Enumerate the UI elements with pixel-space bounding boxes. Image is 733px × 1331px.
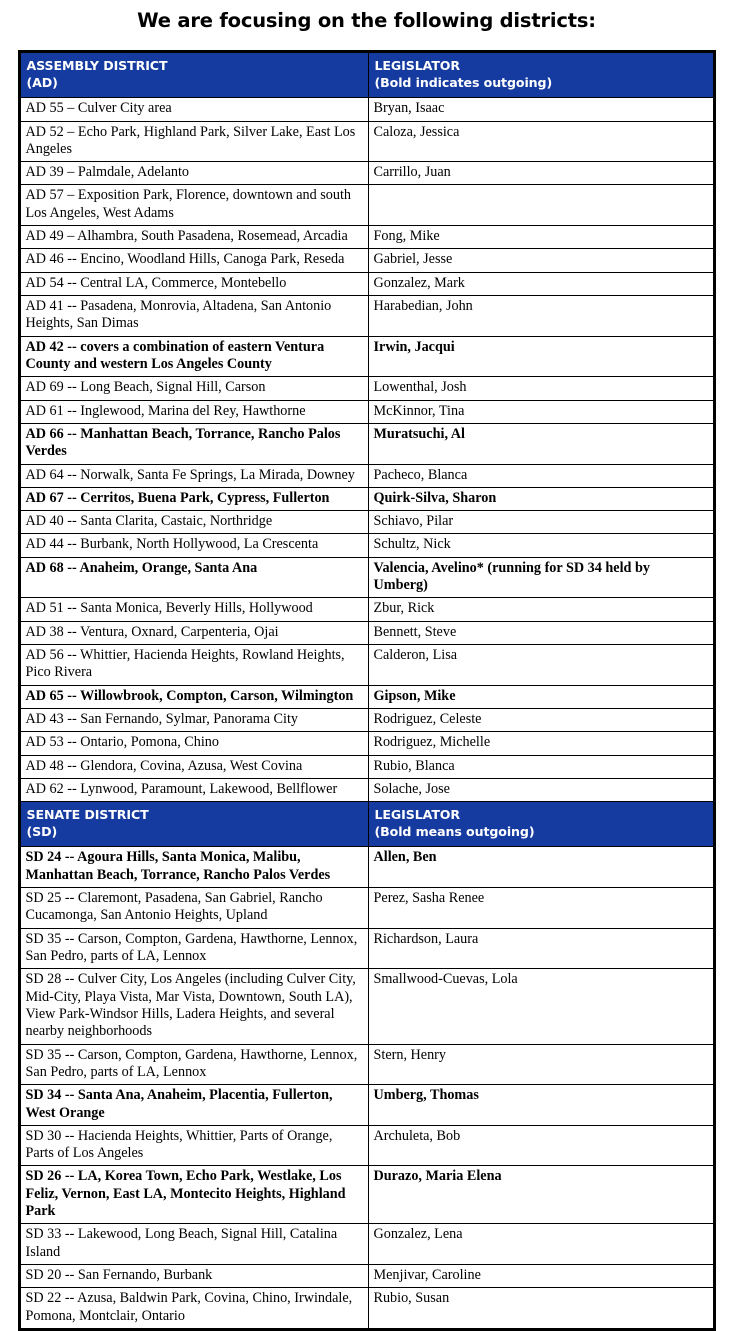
- table-row: [20, 400, 713, 423]
- cell-district: [20, 1044, 368, 1085]
- district-description: AD 48 -- Glendora, Covina, Azusa, West Covina: [25, 757, 303, 774]
- cell-district: [20, 557, 368, 598]
- district-description: AD 67 -- Cerritos, Buena Park, Cypress, Fullerton: [25, 489, 330, 506]
- legislator-name: McKinnor, Tina: [373, 402, 465, 419]
- page-title: We are focusing on the following districts:: [137, 9, 596, 32]
- cell-district: [20, 162, 368, 185]
- table-row: [20, 464, 713, 487]
- column-header-district: [20, 802, 368, 847]
- table-row: [20, 377, 713, 400]
- table-row: [20, 98, 713, 121]
- district-description: AD 49 – Alhambra, South Pasadena, Rosemead, Arcadia: [25, 228, 348, 245]
- cell-legislator: [368, 928, 713, 969]
- legislator-name: Gonzalez, Lena: [373, 1226, 463, 1243]
- legislator-name: Harabedian, John: [373, 298, 473, 315]
- cell-legislator: [368, 1085, 713, 1126]
- column-header-district-line1: SENATE DISTRICT: [26, 807, 149, 823]
- district-description: SD 33 -- Lakewood, Long Beach, Signal Hill, Catalina Island: [25, 1226, 338, 1260]
- legislator-name: Perez, Sasha Renee: [373, 890, 485, 907]
- cell-district: [20, 598, 368, 621]
- cell-legislator: [368, 377, 713, 400]
- cell-legislator: [368, 1288, 713, 1329]
- cell-legislator: [368, 464, 713, 487]
- table-row: [20, 621, 713, 644]
- cell-district: [20, 1224, 368, 1265]
- column-header-district: [20, 53, 368, 98]
- legislator-name: Bryan, Isaac: [373, 100, 445, 117]
- cell-legislator: [368, 708, 713, 731]
- district-description: AD 54 -- Central LA, Commerce, Montebello: [25, 274, 287, 291]
- legislator-name: Rodriguez, Celeste: [373, 710, 482, 727]
- column-header-legislator-line1: LEGISLATOR: [374, 58, 461, 73]
- cell-legislator: [368, 162, 713, 185]
- district-description: AD 40 -- Santa Clarita, Castaic, Northridge: [25, 513, 273, 530]
- district-description: AD 64 -- Norwalk, Santa Fe Springs, La Mirada, Downey: [25, 466, 355, 483]
- legislator-name: Rubio, Blanca: [373, 757, 455, 774]
- legislator-name: Solache, Jose: [373, 780, 450, 797]
- legislator-name: Pacheco, Blanca: [373, 466, 468, 483]
- cell-district: [20, 708, 368, 731]
- cell-legislator: [368, 557, 713, 598]
- table-row: [20, 969, 713, 1044]
- cell-legislator: [368, 400, 713, 423]
- district-description: AD 62 -- Lynwood, Paramount, Lakewood, Bellflower: [25, 780, 338, 797]
- cell-district: [20, 1288, 368, 1329]
- table-row: [20, 598, 713, 621]
- legislator-name: Fong, Mike: [373, 228, 440, 245]
- district-description: AD 51 -- Santa Monica, Beverly Hills, Hollywood: [25, 600, 313, 617]
- cell-district: [20, 685, 368, 708]
- cell-legislator: [368, 645, 713, 686]
- cell-district: [20, 487, 368, 510]
- cell-district: [20, 249, 368, 272]
- district-description: AD 41 -- Pasadena, Monrovia, Altadena, San Antonio Heights, San Dimas: [25, 298, 332, 332]
- cell-district: [20, 1085, 368, 1126]
- legislator-name: Quirk-Silva, Sharon: [373, 489, 497, 506]
- cell-district: [20, 511, 368, 534]
- table-row: [20, 755, 713, 778]
- cell-district: [20, 336, 368, 377]
- districts-table-body: [20, 53, 713, 1329]
- table-row: [20, 185, 713, 226]
- cell-legislator: [368, 888, 713, 929]
- district-description: SD 25 -- Claremont, Pasadena, San Gabriel, Rancho Cucamonga, San Antonio Heights, Upland: [25, 890, 323, 924]
- legislator-name: Menjivar, Caroline: [373, 1267, 481, 1283]
- table-row: [20, 557, 713, 598]
- table-row: [20, 487, 713, 510]
- district-description: SD 35 -- Carson, Compton, Gardena, Hawthorne, Lennox, San Pedro, parts of LA, Lennox: [25, 930, 358, 964]
- cell-district: [20, 1265, 368, 1288]
- cell-legislator: [368, 336, 713, 377]
- legislator-name: Schiavo, Pilar: [373, 513, 454, 530]
- legislator-name: Stern, Henry: [373, 1046, 446, 1063]
- legislator-name: Smallwood-Cuevas, Lola: [373, 971, 518, 988]
- cell-district: [20, 534, 368, 557]
- legislator-name: Carrillo, Juan: [373, 164, 451, 181]
- cell-legislator: [368, 272, 713, 295]
- cell-legislator: [368, 1265, 713, 1288]
- cell-district: [20, 98, 368, 121]
- cell-legislator: [368, 423, 713, 464]
- cell-legislator: [368, 121, 713, 162]
- table-row: [20, 226, 713, 249]
- table-row: [20, 1166, 713, 1224]
- legislator-name: Gonzalez, Mark: [373, 274, 465, 291]
- legislator-name: Valencia, Avelino* (running for SD 34 held by Umberg): [373, 559, 650, 594]
- district-description: AD 68 -- Anaheim, Orange, Santa Ana: [25, 559, 258, 576]
- table-row: [20, 272, 713, 295]
- district-description: AD 38 -- Ventura, Oxnard, Carpenteria, Ojai: [25, 623, 279, 640]
- district-description: SD 35 -- Carson, Compton, Gardena, Hawthorne, Lennox, San Pedro, parts of LA, Lennox: [25, 1046, 358, 1080]
- legislator-name: Gabriel, Jesse: [373, 251, 453, 268]
- cell-district: [20, 645, 368, 686]
- table-row: [20, 336, 713, 377]
- legislator-name: Gipson, Mike: [373, 687, 456, 704]
- table-row: [20, 1085, 713, 1126]
- cell-legislator: [368, 685, 713, 708]
- cell-legislator: [368, 296, 713, 337]
- column-header-legislator-note: (Bold means outgoing): [374, 823, 535, 839]
- cell-legislator: [368, 778, 713, 801]
- cell-legislator: [368, 1044, 713, 1085]
- cell-district: [20, 185, 368, 226]
- district-description: AD 39 – Palmdale, Adelanto: [25, 164, 190, 181]
- column-header-legislator-line1: LEGISLATOR: [374, 807, 461, 823]
- cell-district: [20, 464, 368, 487]
- cell-district: [20, 732, 368, 755]
- table-row: [20, 732, 713, 755]
- column-header-legislator-note: (Bold indicates outgoing): [374, 74, 553, 90]
- column-header-legislator: [368, 802, 713, 847]
- table-row: [20, 778, 713, 801]
- cell-district: [20, 755, 368, 778]
- districts-table-container: [18, 50, 716, 1331]
- district-description: AD 42 -- covers a combination of eastern Ventura County and western Los Angeles County: [25, 338, 325, 372]
- district-description: SD 24 -- Agoura Hills, Santa Monica, Malibu, Manhattan Beach, Torrance, Rancho Palos Verdes: [25, 849, 331, 883]
- legislator-name: Muratsuchi, Al: [373, 425, 465, 442]
- district-description: AD 61 -- Inglewood, Marina del Rey, Hawthorne: [25, 402, 306, 419]
- table-row: [20, 645, 713, 686]
- cell-district: [20, 847, 368, 888]
- cell-legislator: [368, 226, 713, 249]
- table-row: [20, 847, 713, 888]
- column-header-district-line2: (SD): [26, 823, 58, 839]
- cell-legislator: [368, 755, 713, 778]
- legislator-name: Allen, Ben: [373, 849, 437, 866]
- column-header-district-line1: ASSEMBLY DISTRICT: [26, 58, 168, 73]
- cell-legislator: [368, 1125, 713, 1166]
- cell-district: [20, 423, 368, 464]
- cell-district: [20, 296, 368, 337]
- legislator-name: Archuleta, Bob: [373, 1127, 461, 1144]
- section-header-senate: [20, 802, 713, 847]
- table-row: [20, 1125, 713, 1166]
- cell-legislator: [368, 249, 713, 272]
- district-description: AD 46 -- Encino, Woodland Hills, Canoga Park, Reseda: [25, 251, 345, 268]
- legislator-name: Caloza, Jessica: [373, 123, 460, 140]
- table-row: [20, 296, 713, 337]
- legislator-name: Umberg, Thomas: [373, 1087, 479, 1104]
- district-description: AD 56 -- Whittier, Hacienda Heights, Rowland Heights, Pico Rivera: [25, 647, 345, 681]
- district-description: AD 53 -- Ontario, Pomona, Chino: [25, 734, 219, 751]
- cell-district: [20, 377, 368, 400]
- cell-legislator: [368, 598, 713, 621]
- cell-district: [20, 888, 368, 929]
- table-row: [20, 511, 713, 534]
- district-description: SD 28 -- Culver City, Los Angeles (including Culver City, Mid-City, Playa Vista, Mar Vista, Downtown, South LA), View Park-Windsor Hills, Ladera Heights, and several nearby neighborhoods: [25, 971, 356, 1040]
- legislator-name: Durazo, Maria Elena: [373, 1168, 502, 1185]
- legislator-name: Bennett, Steve: [373, 623, 457, 640]
- column-header-legislator: [368, 53, 713, 98]
- cell-legislator: [368, 534, 713, 557]
- cell-district: [20, 621, 368, 644]
- cell-legislator: [368, 511, 713, 534]
- district-description: SD 30 -- Hacienda Heights, Whittier, Parts of Orange, Parts of Los Angeles: [25, 1127, 333, 1162]
- table-row: [20, 1265, 713, 1288]
- cell-legislator: [368, 969, 713, 1044]
- section-header-assembly: [20, 53, 713, 98]
- district-description: SD 20 -- San Fernando, Burbank: [25, 1267, 213, 1283]
- cell-district: [20, 778, 368, 801]
- district-description: AD 65 -- Willowbrook, Compton, Carson, Wilmington: [25, 687, 354, 704]
- cell-district: [20, 928, 368, 969]
- cell-legislator: [368, 487, 713, 510]
- legislator-name: Richardson, Laura: [373, 930, 479, 947]
- cell-district: [20, 969, 368, 1044]
- district-description: SD 22 -- Azusa, Baldwin Park, Covina, Chino, Irwindale, Pomona, Montclair, Ontario: [25, 1290, 353, 1324]
- districts-table: [20, 52, 714, 1329]
- legislator-name: Calderon, Lisa: [373, 647, 458, 664]
- legislator-name: Rodriguez, Michelle: [373, 734, 491, 751]
- legislator-name: Schultz, Nick: [373, 536, 451, 553]
- table-row: [20, 708, 713, 731]
- cell-district: [20, 400, 368, 423]
- cell-district: [20, 121, 368, 162]
- district-description: AD 44 -- Burbank, North Hollywood, La Crescenta: [25, 536, 319, 553]
- cell-district: [20, 1166, 368, 1224]
- cell-district: [20, 226, 368, 249]
- cell-legislator: [368, 98, 713, 121]
- table-row: [20, 121, 713, 162]
- table-row: [20, 1044, 713, 1085]
- district-description: AD 43 -- San Fernando, Sylmar, Panorama City: [25, 710, 298, 727]
- table-row: [20, 1224, 713, 1265]
- legislator-name: Irwin, Jacqui: [373, 338, 455, 355]
- cell-district: [20, 272, 368, 295]
- table-row: [20, 423, 713, 464]
- legislator-name: Rubio, Susan: [373, 1290, 450, 1307]
- table-row: [20, 888, 713, 929]
- district-description: AD 57 – Exposition Park, Florence, downtown and south Los Angeles, West Adams: [25, 187, 351, 221]
- table-row: [20, 928, 713, 969]
- cell-district: [20, 1125, 368, 1166]
- cell-legislator: [368, 621, 713, 644]
- cell-legislator: [368, 732, 713, 755]
- table-row: [20, 249, 713, 272]
- district-description: SD 26 -- LA, Korea Town, Echo Park, Westlake, Los Feliz, Vernon, East LA, Montecito Heights, Highland Park: [25, 1168, 346, 1220]
- table-row: [20, 534, 713, 557]
- legislator-name: Zbur, Rick: [373, 600, 435, 617]
- table-row: [20, 162, 713, 185]
- cell-legislator: [368, 1224, 713, 1265]
- table-row: [20, 1288, 713, 1329]
- cell-legislator: [368, 1166, 713, 1224]
- cell-legislator: [368, 847, 713, 888]
- legislator-name: Lowenthal, Josh: [373, 379, 467, 396]
- table-row: [20, 685, 713, 708]
- district-description: AD 66 -- Manhattan Beach, Torrance, Rancho Palos Verdes: [25, 425, 341, 460]
- district-description: SD 34 -- Santa Ana, Anaheim, Placentia, Fullerton, West Orange: [25, 1087, 333, 1121]
- district-description: AD 69 -- Long Beach, Signal Hill, Carson: [25, 379, 266, 396]
- column-header-district-line2: (AD): [26, 74, 58, 90]
- cell-legislator: [368, 185, 713, 226]
- district-description: AD 55 – Culver City area: [25, 100, 172, 117]
- district-description: AD 52 – Echo Park, Highland Park, Silver Lake, East Los Angeles: [25, 123, 356, 157]
